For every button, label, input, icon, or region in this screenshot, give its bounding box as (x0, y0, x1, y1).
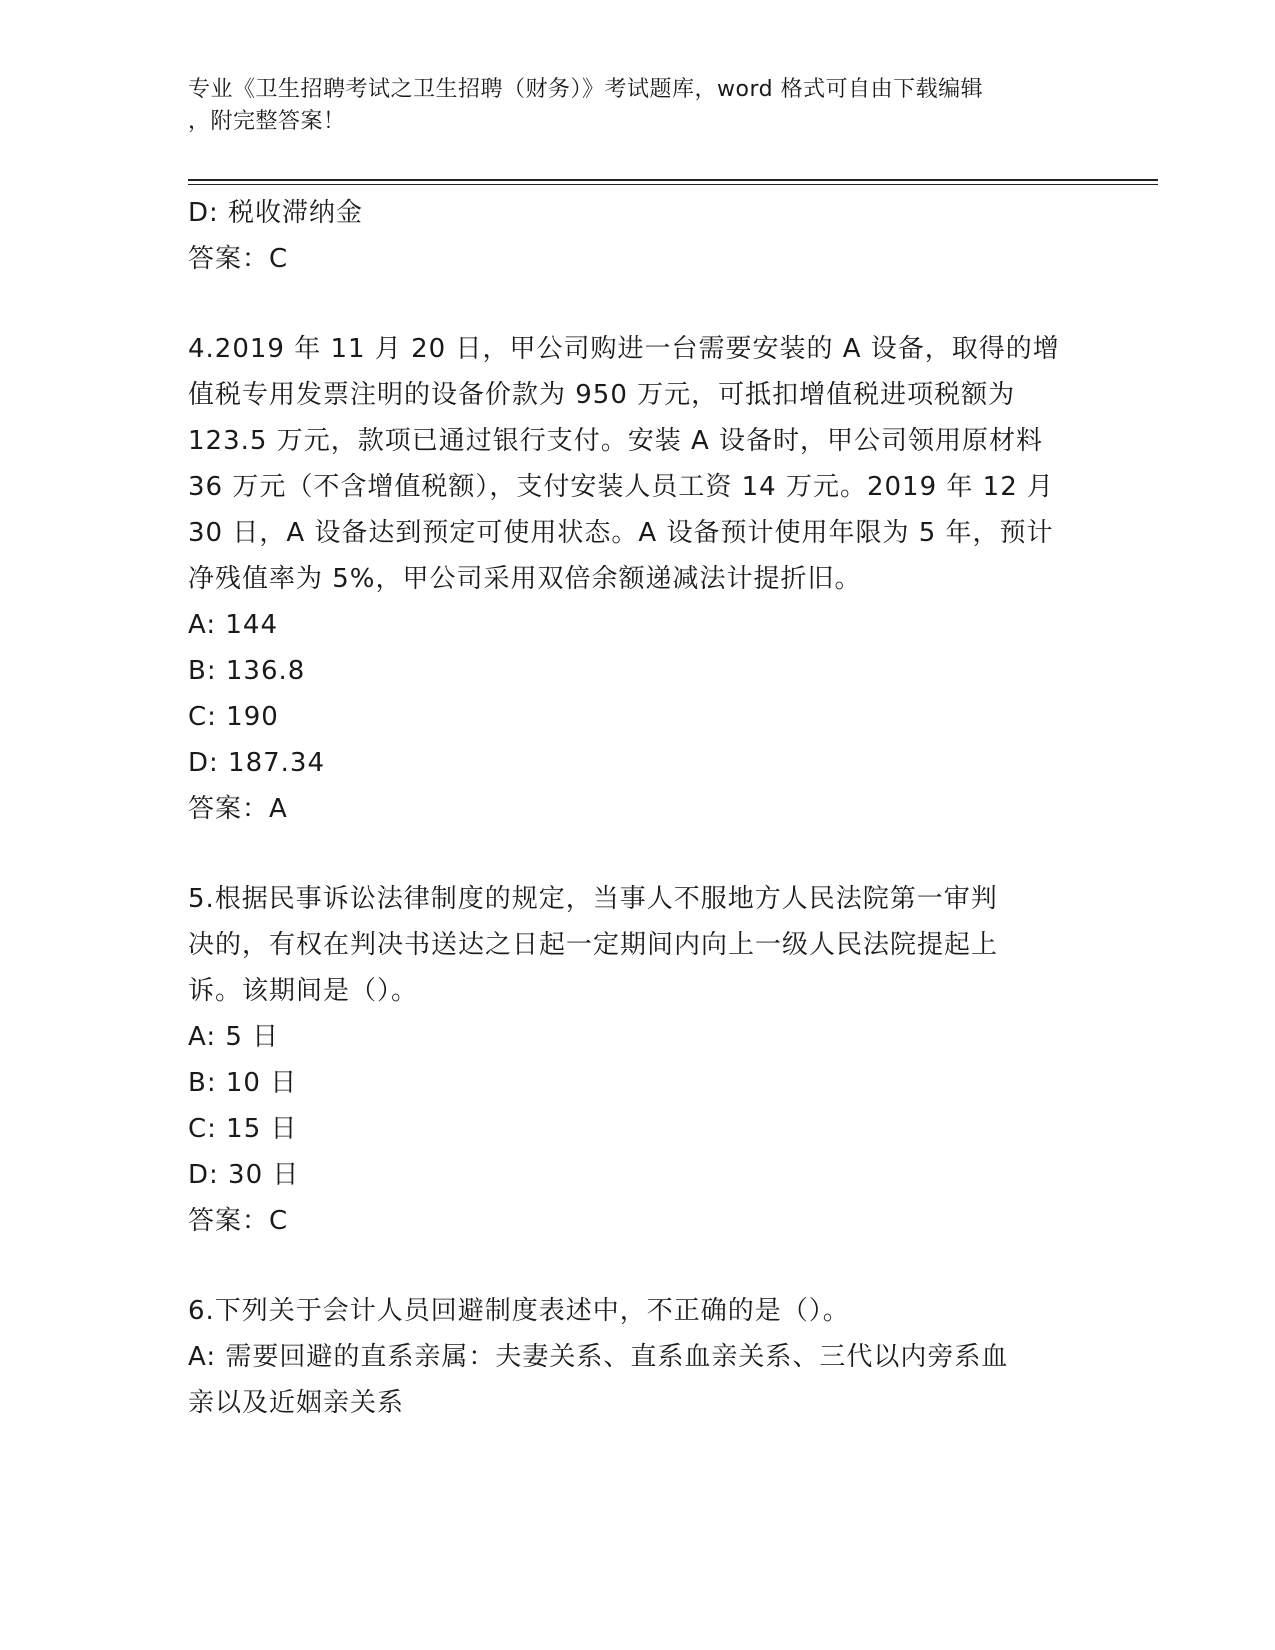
header-rule-thick (188, 179, 1158, 181)
prev-option-d: D: 税收滞纳金 (188, 198, 364, 228)
header-rule-thin (188, 184, 1158, 185)
prev-answer: 答案：C (188, 244, 289, 274)
q6-option-a-line-2: 亲以及近姻亲关系 (188, 1388, 405, 1418)
page-header (188, 74, 1088, 138)
q4-answer: 答案：A (188, 794, 288, 824)
q5-answer: 答案：C (188, 1206, 289, 1236)
q6-option-a-line-1: A: 需要回避的直系亲属：夫妻关系、直系血亲关系、三代以内旁系血 (188, 1342, 1009, 1372)
q4-stem-line-3: 123.5 万元，款项已通过银行支付。安装 A 设备时，甲公司领用原材料 (188, 426, 1044, 456)
q6-stem-line-1: 6.下列关于会计人员回避制度表述中，不正确的是（）。 (188, 1296, 850, 1326)
q4-option-c: C: 190 (188, 702, 279, 732)
q5-option-c: C: 15 日 (188, 1114, 298, 1144)
q4-option-d: D: 187.34 (188, 748, 326, 778)
spacer (188, 832, 1088, 876)
q4-stem-line-5: 30 日，A 设备达到预定可使用状态。A 设备预计使用年限为 5 年，预计 (188, 518, 1054, 548)
question-content (188, 190, 1088, 1426)
spacer (188, 282, 1088, 326)
q4-stem-line-6: 净残值率为 5%，甲公司采用双倍余额递减法计提折旧。 (188, 564, 862, 594)
spacer (188, 1244, 1088, 1288)
q5-stem-line-2: 决的，有权在判决书送达之日起一定期间内向上一级人民法院提起上 (188, 930, 999, 960)
q4-stem-line-4: 36 万元（不含增值税额），支付安装人员工资 14 万元。2019 年 12 月 (188, 472, 1055, 502)
q4-option-b: B: 136.8 (188, 656, 306, 686)
q4-option-a: A: 144 (188, 610, 278, 640)
q4-stem-line-2: 值税专用发票注明的设备价款为 950 万元，可抵扣增值税进项税额为 (188, 380, 1016, 410)
q4-stem-line-1: 4.2019 年 11 月 20 日，甲公司购进一台需要安装的 A 设备，取得的增 (188, 334, 1060, 364)
header-line-2: ，附完整答案！ (188, 109, 346, 134)
q5-stem-line-3: 诉。该期间是（）。 (188, 976, 419, 1006)
q5-option-d: D: 30 日 (188, 1160, 300, 1190)
q5-option-a: A: 5 日 (188, 1022, 280, 1052)
q5-stem-line-1: 5.根据民事诉讼法律制度的规定，当事人不服地方人民法院第一审判 (188, 884, 998, 914)
header-line-1: 专业《卫生招聘考试之卫生招聘（财务）》考试题库，word 格式可自由下载编辑 (188, 77, 984, 102)
q5-option-b: B: 10 日 (188, 1068, 298, 1098)
